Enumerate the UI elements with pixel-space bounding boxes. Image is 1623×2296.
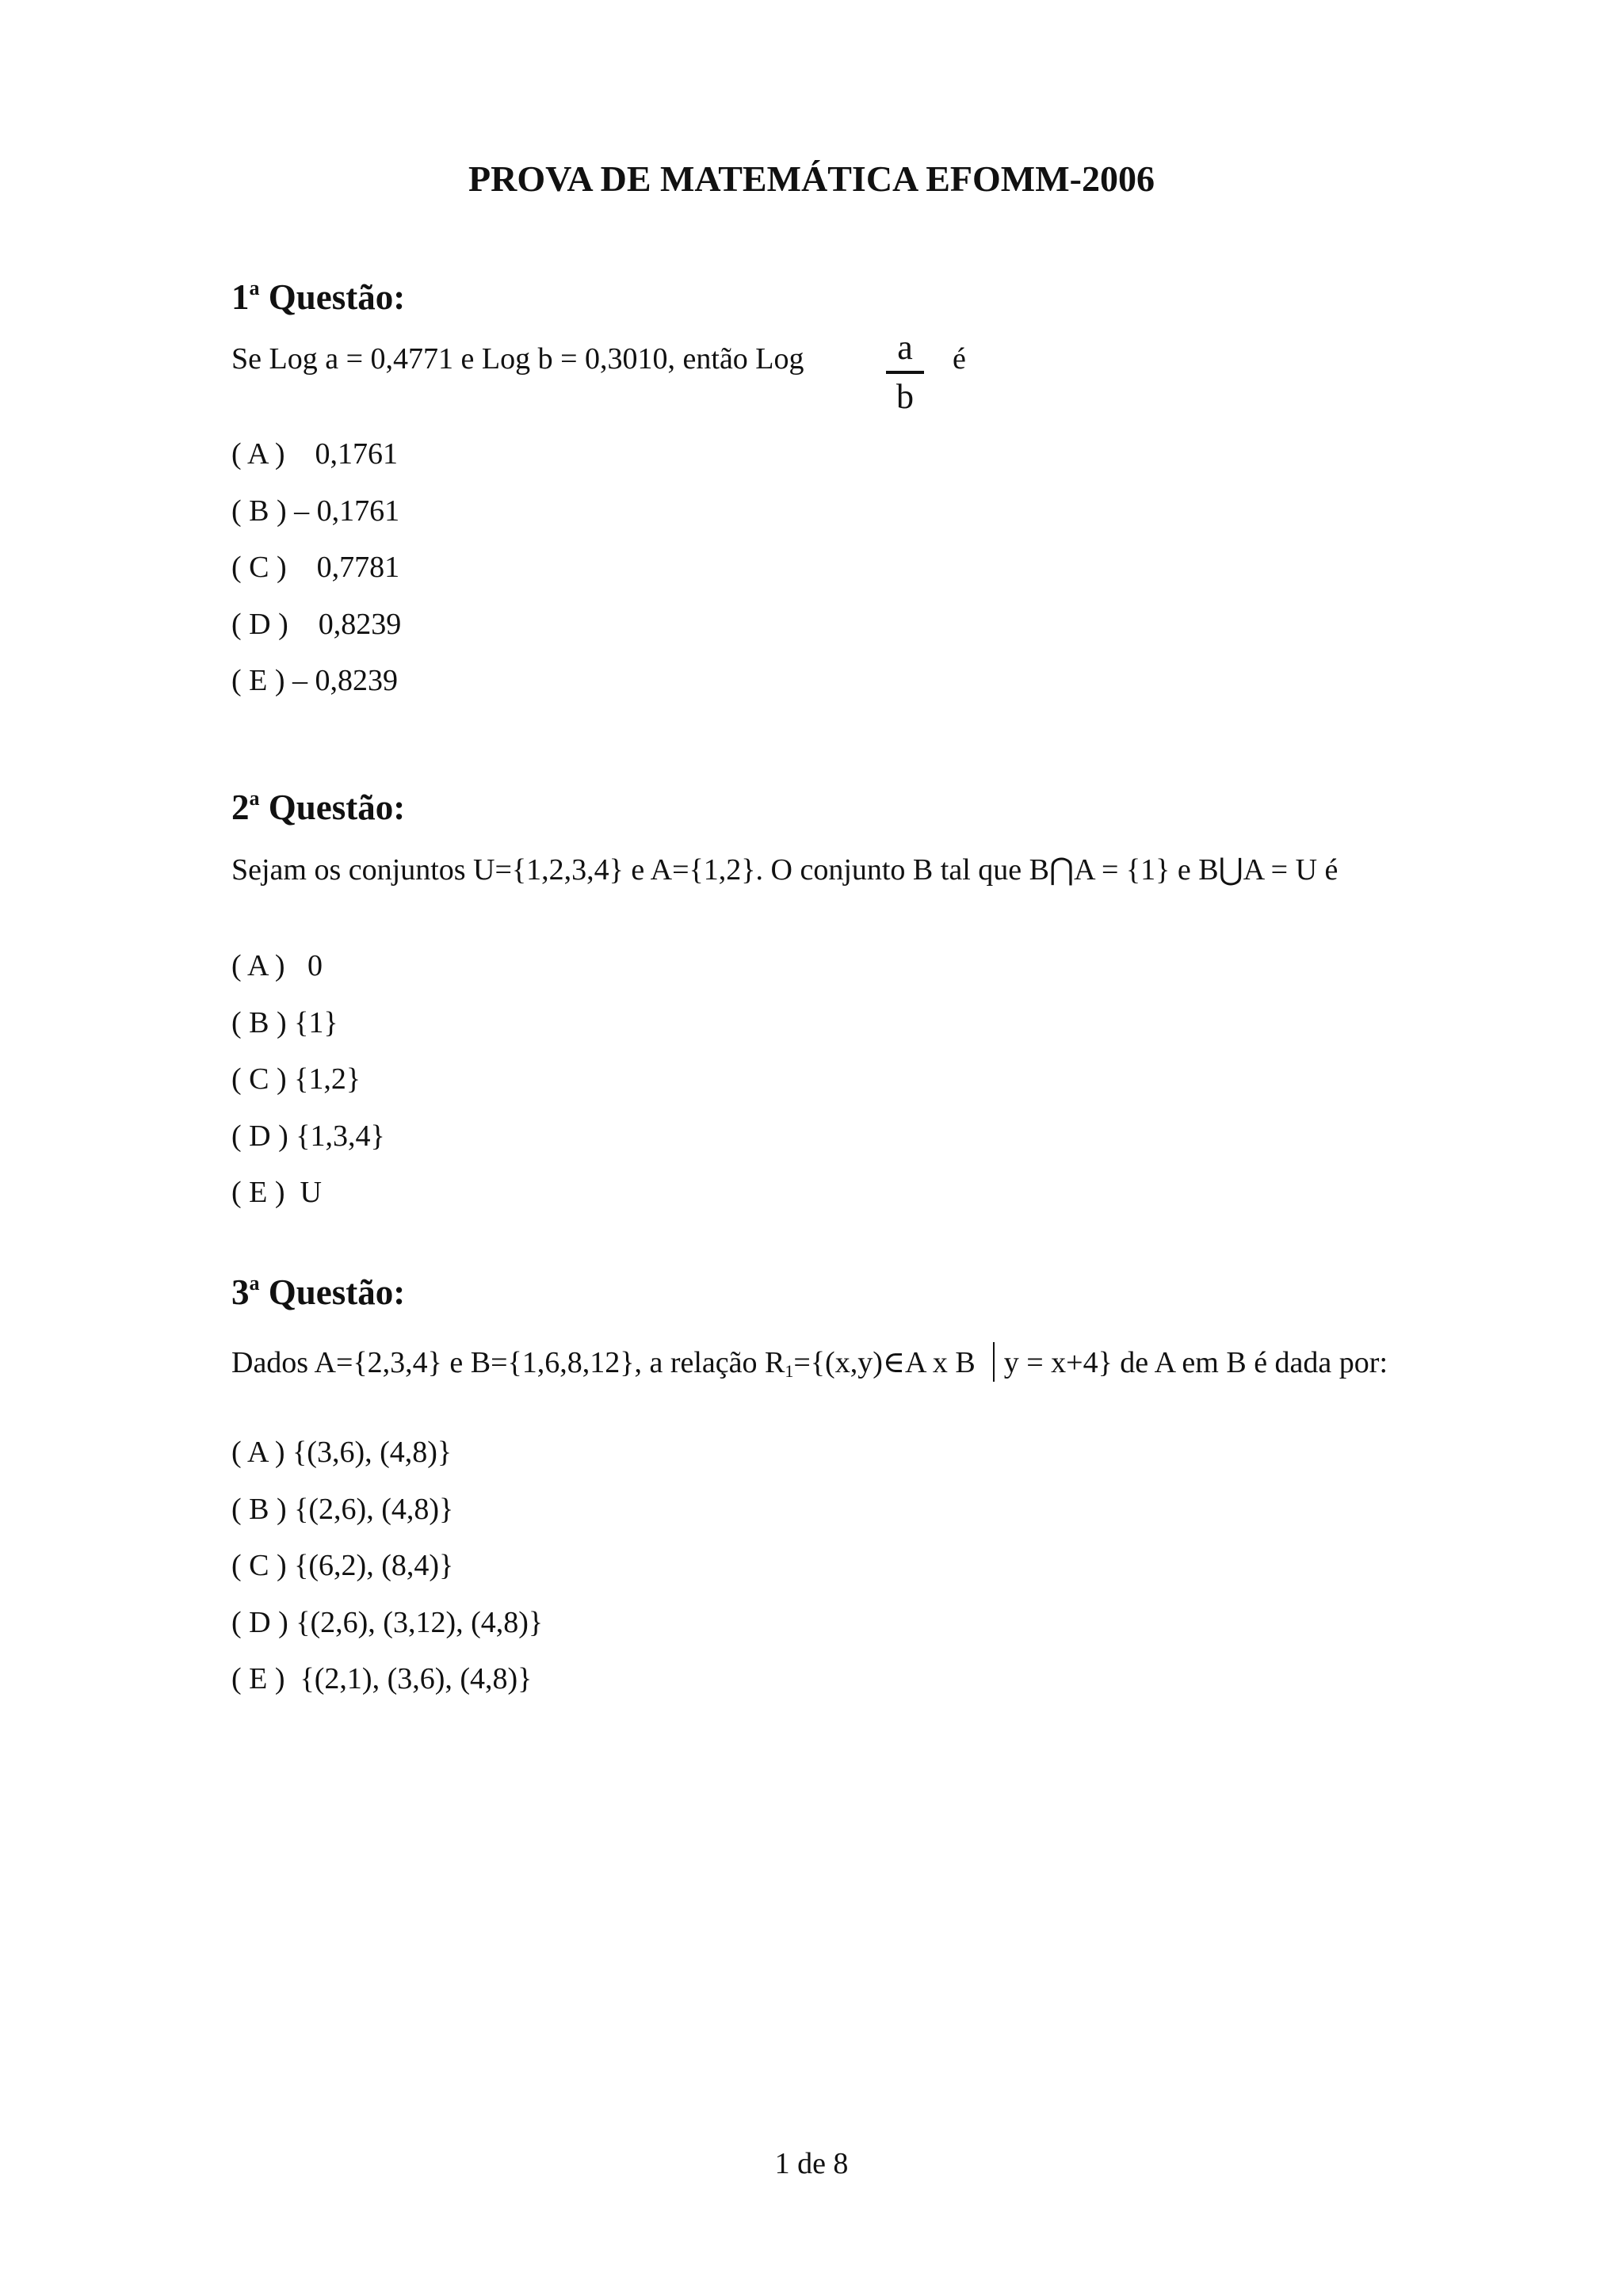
page-number: 1 de 8 <box>774 2147 849 2180</box>
question-label: Questão: <box>259 1272 406 1312</box>
stem-text: Dados A={2,3,4} e B={1,6,8,12}, a relação R <box>231 1346 785 1379</box>
question-1-heading <box>231 274 405 320</box>
option-c[interactable]: ( C ) {(6,2), (8,4)} <box>231 1549 454 1582</box>
option-e[interactable]: ( E ) – 0,8239 <box>231 664 399 697</box>
question-2-stem <box>231 850 1338 890</box>
question-number: 3 <box>231 1272 250 1312</box>
question-label: Questão: <box>259 788 406 827</box>
question-3-options <box>231 1432 543 1716</box>
option-d[interactable]: ( D ) {(2,6), (3,12), (4,8)} <box>231 1605 544 1639</box>
stem-text: ={(x,y) <box>793 1346 883 1379</box>
option-d[interactable]: ( D ) {1,3,4} <box>231 1119 385 1153</box>
stem-suffix: é <box>953 342 966 376</box>
option-a[interactable]: ( A ) 0 <box>231 949 323 982</box>
option-e[interactable]: ( E ) U <box>231 1176 322 1209</box>
ordinal-indicator: a <box>249 1272 260 1295</box>
option-a[interactable]: ( A ) 0,1761 <box>231 437 399 471</box>
stem-text: Se Log a = 0,4771 e Log b = 0,3010, então Log <box>231 342 804 376</box>
option-e[interactable]: ( E ) {(2,1), (3,6), (4,8)} <box>231 1662 533 1695</box>
fraction-bar <box>886 371 924 374</box>
question-number: 2 <box>231 788 250 827</box>
question-1-stem <box>231 339 804 379</box>
option-d[interactable]: ( D ) 0,8239 <box>231 607 402 641</box>
option-b[interactable]: ( B ) {(2,6), (4,8)} <box>231 1492 454 1526</box>
fraction-a-over-b <box>881 326 929 418</box>
stem-text: A = {1} e B <box>1074 853 1219 887</box>
question-3-heading <box>231 1269 405 1315</box>
option-c[interactable]: ( C ) {1,2} <box>231 1062 361 1096</box>
fraction-numerator: a <box>897 328 913 367</box>
stem-text: Sejam os conjuntos U={1,2,3,4} e A={1,2}. O conjunto B tal que B <box>231 853 1049 887</box>
ordinal-indicator: a <box>249 787 260 810</box>
question-2-options <box>231 946 385 1230</box>
such-that-bar <box>993 1342 995 1382</box>
element-of-symbol: ∈ <box>882 1346 905 1379</box>
question-1-options <box>231 434 401 718</box>
option-c[interactable]: ( C ) 0,7781 <box>231 551 400 584</box>
question-number: 1 <box>231 277 250 317</box>
question-2-heading <box>231 784 405 830</box>
stem-text: A x B <box>905 1346 976 1379</box>
question-label: Questão: <box>259 277 406 317</box>
subscript: 1 <box>785 1361 794 1381</box>
question-3-stem <box>231 1342 1388 1383</box>
stem-text: y = x+4} de A em B é dada por: <box>1003 1346 1388 1379</box>
fraction-denominator: b <box>896 377 914 416</box>
ordinal-indicator: a <box>249 277 260 299</box>
option-b[interactable]: ( B ) – 0,1761 <box>231 494 400 528</box>
intersection-symbol: ⋂ <box>1048 853 1075 887</box>
option-b[interactable]: ( B ) {1} <box>231 1005 338 1039</box>
stem-text: A = U é <box>1243 853 1338 887</box>
option-a[interactable]: ( A ) {(3,6), (4,8)} <box>231 1436 453 1469</box>
union-symbol: ⋃ <box>1218 853 1243 887</box>
page-title: PROVA DE MATEMÁTICA EFOMM-2006 <box>468 158 1155 199</box>
